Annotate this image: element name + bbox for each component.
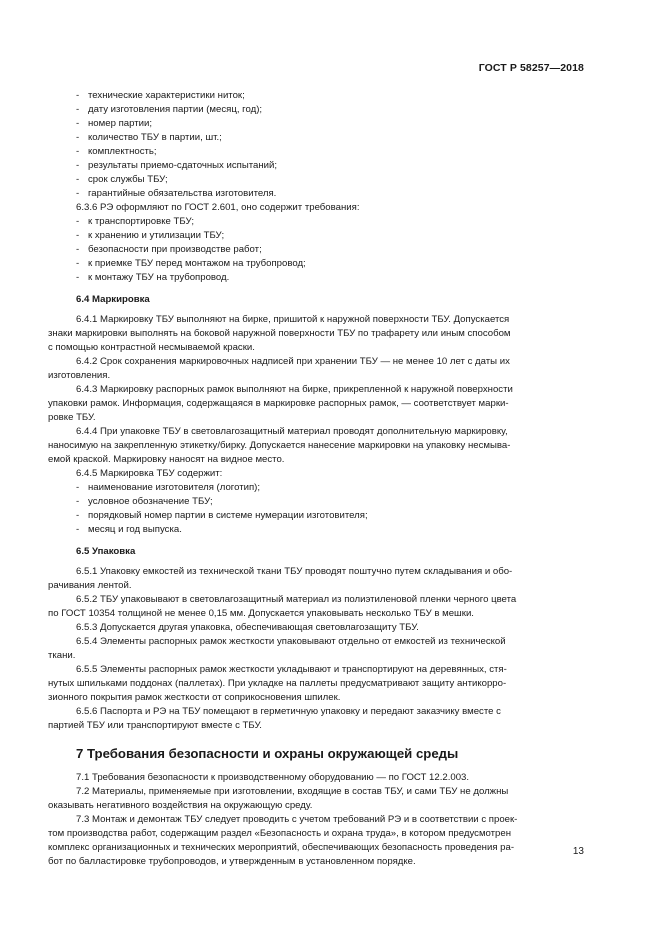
page-content	[48, 89, 586, 869]
section-heading-6-5: 6.5 Упаковка	[76, 546, 136, 557]
list-item: - наименование изготовителя (логотип);	[76, 482, 261, 493]
list-item: - комплектность;	[76, 146, 157, 157]
list-item: - к транспортировке ТБУ;	[76, 216, 194, 227]
paragraph-6-5-5: 6.5.5 Элементы распорных рамок жесткости укладывают и транспортируют на деревянных, стя- нутых шпильками поддонах (паллетах). При укладке на паллеты предусматривают защиту антикорро- зионного покрытия рамок жесткости от соприкосновения шпилек.	[48, 664, 507, 703]
list-item: - дату изготовления партии (месяц, год);	[76, 104, 263, 115]
paragraph-6-4-4: 6.4.4 При упаковке ТБУ в световлагозащитный материал проводят дополнительную маркировку, наносимую на закрепленную этикетку/бирку. Допускается нанесение маркировки на упаковку несмыва- емой краской. Маркировку наносят на видное место.	[48, 426, 511, 465]
list-item: - номер партии;	[76, 118, 152, 129]
list-item: - технические характеристики ниток;	[76, 90, 245, 101]
list-6-3-6	[76, 215, 586, 285]
paragraph-7-3: 7.3 Монтаж и демонтаж ТБУ следует проводить с учетом требований РЭ и в соответствии с проек- том производства работ, содержащим раздел «Безопасность и охрана труда», в котором предусмотрен комплекс организационных и технических мероприятий, обеспечивающих безопасность проведения ра- бот по балластировке трубопроводов, и утвержденным в установленном порядке.	[48, 814, 518, 867]
list-item: - месяц и год выпуска.	[76, 524, 182, 535]
paragraph-6-5-3: 6.5.3 Допускается другая упаковка, обеспечивающая световлагозащиту ТБУ.	[76, 622, 419, 633]
paragraph-7-1: 7.1 Требования безопасности к производственному оборудованию — по ГОСТ 12.2.003.	[76, 772, 470, 783]
list-item: - безопасности при производстве работ;	[76, 244, 262, 255]
section-heading-6-4: 6.4 Маркировка	[76, 294, 150, 305]
list-item: - результаты приемо-сдаточных испытаний;	[76, 160, 278, 171]
paragraph-6-4-5: 6.4.5 Маркировка ТБУ содержит:	[76, 468, 223, 479]
paragraph-6-5-2: 6.5.2 ТБУ упаковывают в световлагозащитный материал из полиэтиленовой пленки черного цвета по ГОСТ 10354 толщиной не менее 0,15 мм. Допускается упаковывать несколько ТБУ в мешки.	[48, 594, 517, 619]
page-number: 13	[572, 846, 584, 857]
list-item: - к хранению и утилизации ТБУ;	[76, 230, 225, 241]
paragraph-6-4-2: 6.4.2 Срок сохранения маркировочных надписей при хранении ТБУ — не менее 10 лет с даты их изготовления.	[48, 356, 510, 381]
document-id-header: ГОСТ Р 58257—2018	[478, 62, 584, 74]
list-item: - гарантийные обязательства изготовителя.	[76, 188, 277, 199]
paragraph-7-2: 7.2 Материалы, применяемые при изготовлении, входящие в состав ТБУ, и сами ТБУ не должны оказывать негативного воздействия на окружающую среду.	[48, 786, 509, 811]
list-top	[76, 89, 586, 201]
paragraph-6-3-6: 6.3.6 РЭ оформляют по ГОСТ 2.601, оно содержит требования:	[76, 202, 360, 213]
section-heading-7: 7 Требования безопасности и охраны окружающей среды	[76, 746, 459, 761]
list-item: - количество ТБУ в партии, шт.;	[76, 132, 222, 143]
paragraph-6-4-3: 6.4.3 Маркировку распорных рамок выполняют на бирке, прикрепленной к наружной поверхности упаковки рамок. Информация, содержащаяся в маркировке распорных рамок, — соответствует марки- ровке ТБУ.	[48, 384, 513, 423]
paragraph-6-5-6: 6.5.6 Паспорта и РЭ на ТБУ помещают в герметичную упаковку и передают заказчику вместе с партией ТБУ или транспортируют вместе с ТБУ.	[48, 706, 501, 731]
list-item: - к монтажу ТБУ на трубопровод.	[76, 272, 230, 283]
list-item: - к приемке ТБУ перед монтажом на трубопровод;	[76, 258, 306, 269]
list-item: - срок службы ТБУ;	[76, 174, 168, 185]
list-6-4-5	[76, 481, 586, 537]
list-item: - условное обозначение ТБУ;	[76, 496, 213, 507]
paragraph-6-4-1: 6.4.1 Маркировку ТБУ выполняют на бирке, пришитой к наружной поверхности ТБУ. Допускается знаки маркировки выполнять на боковой наружной поверхности ТБУ по трафарету или иным способом с помощью контрастной несмываемой краски.	[48, 314, 511, 353]
list-item: - порядковый номер партии в системе нумерации изготовителя;	[76, 510, 368, 521]
paragraph-6-5-4: 6.5.4 Элементы распорных рамок жесткости упаковывают отдельно от емкостей из технической ткани.	[48, 636, 506, 661]
paragraph-6-5-1: 6.5.1 Упаковку емкостей из технической ткани ТБУ проводят поштучно путем складывания и обо- рачивания лентой.	[48, 566, 513, 591]
